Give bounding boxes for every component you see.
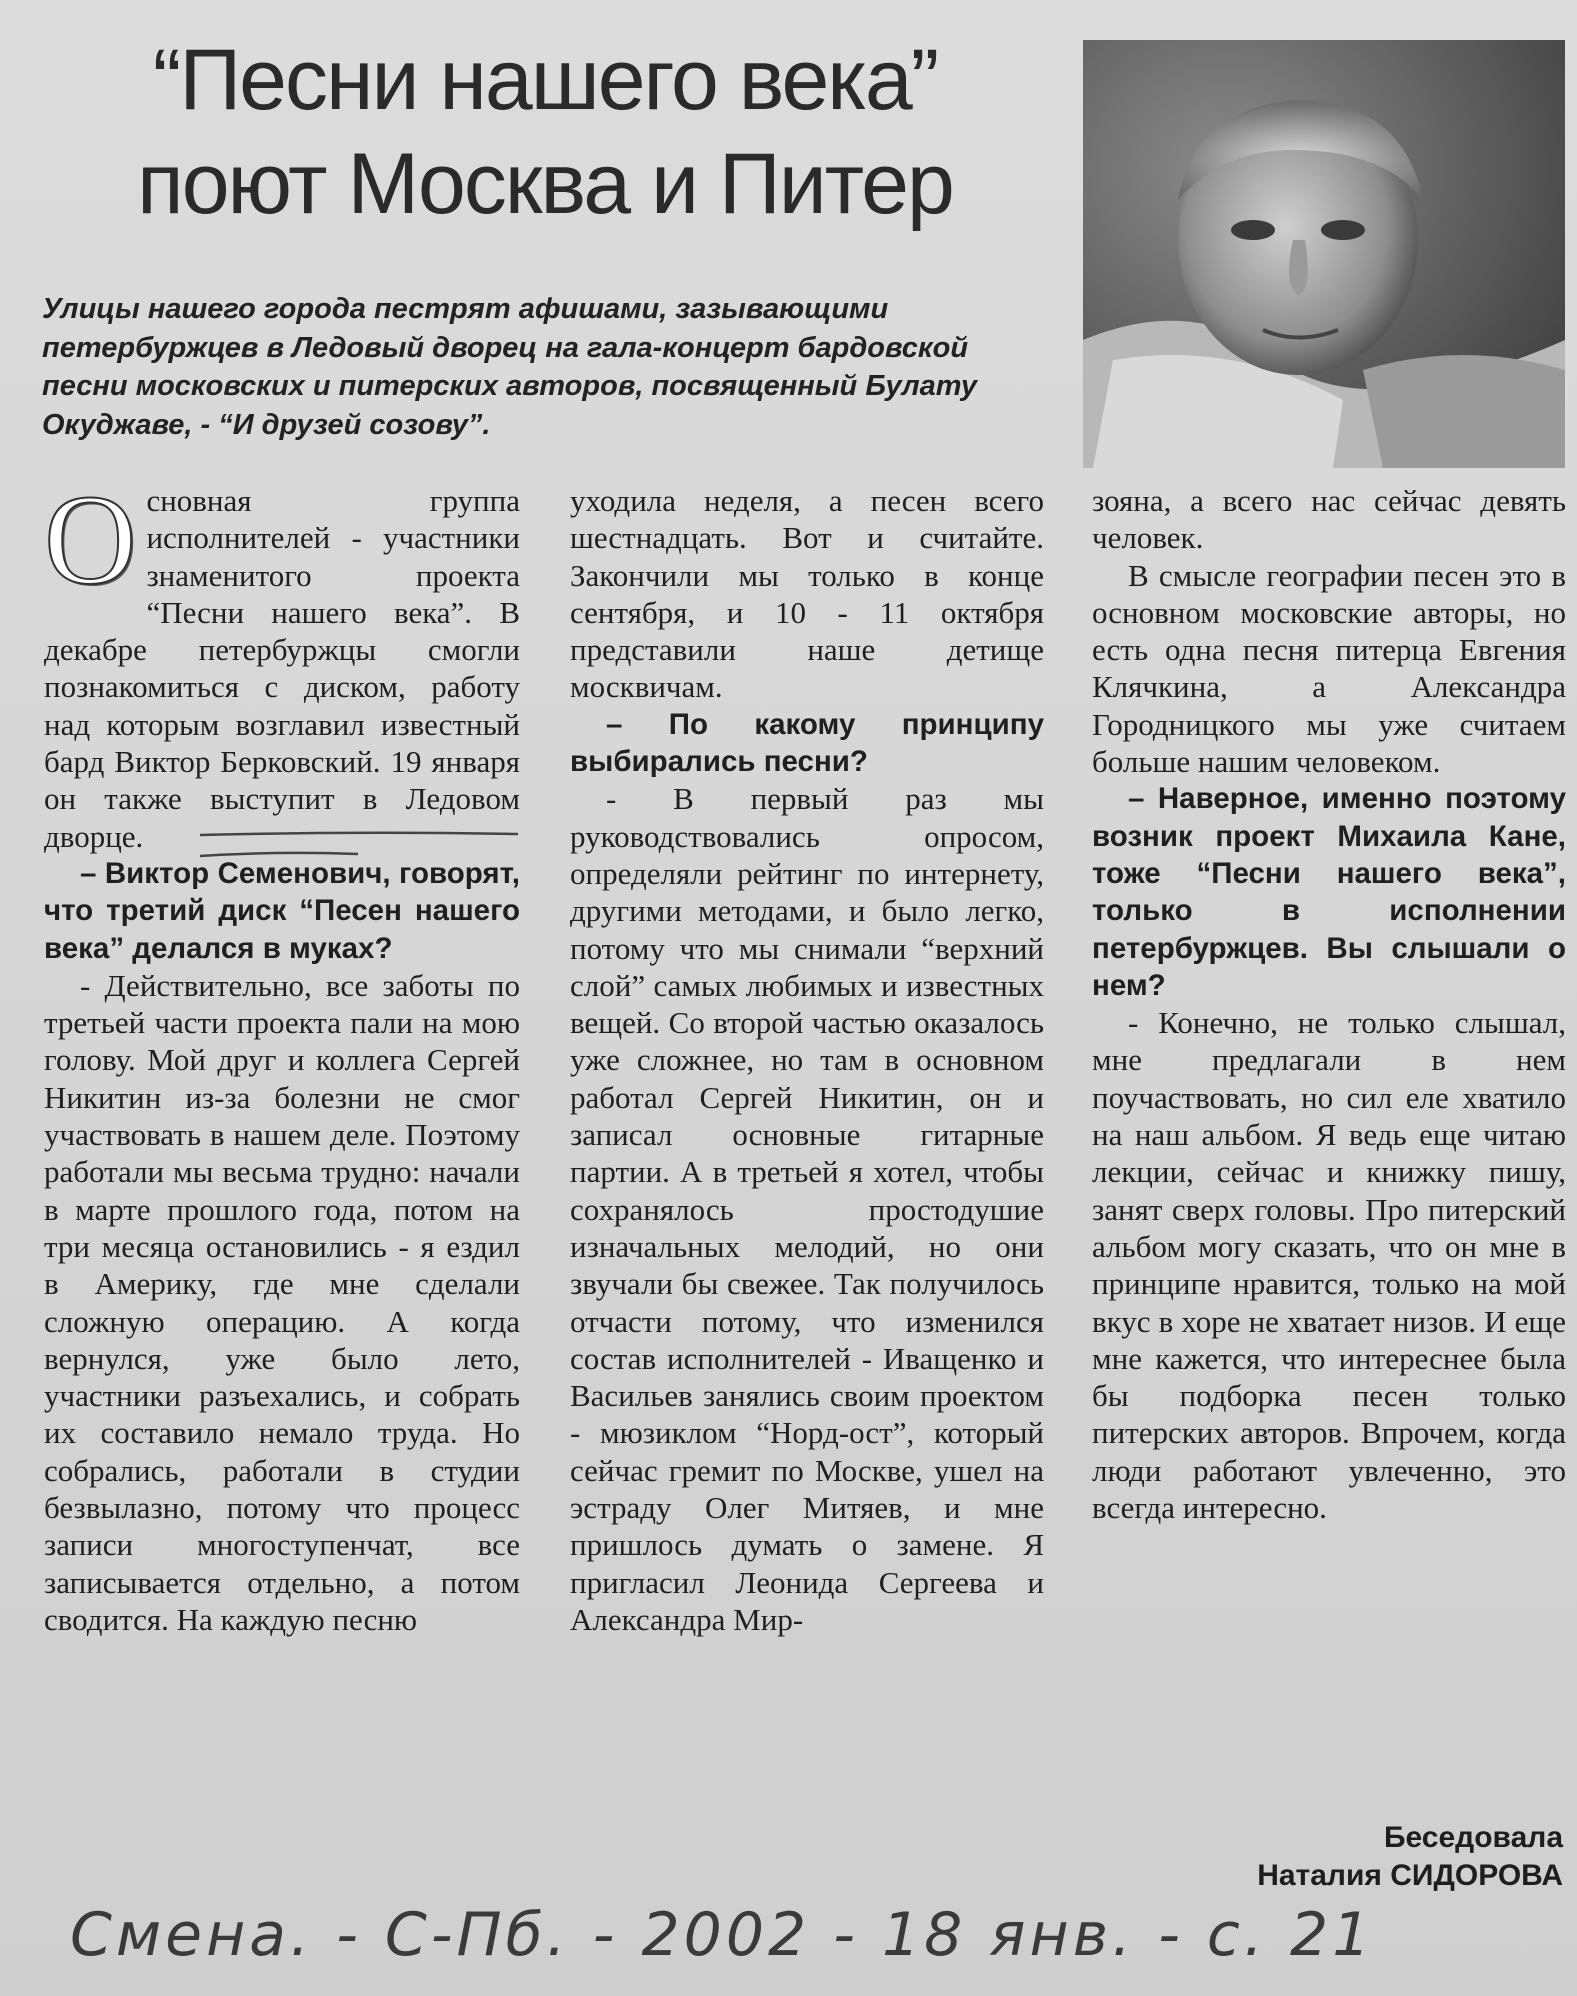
headline-line-1: “Песни нашего века”: [152, 32, 938, 128]
interview-question-3: – Наверное, именно поэтому возник проект Михаила Кане, тоже “Песни нашего века”, только в исполнении петербуржцев. Вы слышали о нем?: [1092, 782, 1566, 1002]
byline-author: Наталия СИДОРОВА: [1257, 1859, 1563, 1892]
lead-paragraph: Улицы нашего города пестрят афишами, зазывающими петербуржцев в Ледовый дворец на гала-концерт бардовской песни московских и питерских авторов, посвященный Булату Окуджаве, - “И друзей созову”.: [42, 293, 977, 441]
column-3: [1092, 482, 1566, 1526]
portrait-photo-image: [1083, 40, 1565, 468]
column-2-paragraph-2: - В первый раз мы руководствовались опросом, определяли рейтинг по интернету, другими методами, и было легко, потому что мы снимали “верхний слой” самых любимых и известных вещей. Со второй частью оказалось уже сложнее, но там в основном работал Сергей Никитин, он и записал основные гитарные партии. А в третьей я хотел, чтобы сохранялось простодушие изначальных мелодий, но они звучали бы свежее. Так получилось отчасти потому, что изменился состав исполнителей - Иващенко и Васильев занялись своим проектом - мюзиклом “Норд-ост”, который сейчас гремит по Москве, ушел на эстраду Олег Митяев, и мне пришлось думать о замене. Я пригласил Леонида Сергеева и Александра Мир-: [570, 781, 1044, 1637]
column-2-paragraph-1: уходила неделя, а песен всего шестнадцать. Вот и считайте. Закончили мы только в конце сентября, и 10 - 11 октября представили наше детище москвичам.: [570, 483, 1044, 705]
byline-line-1: Беседовала: [1383, 1821, 1563, 1854]
column-1-paragraph-1: Основная группа исполнителей - участники знаменитого проекта “Песни нашего века”. В декабре петербуржцы смогли познакомиться с диском, работу над которым возглавил известный бард Виктор Берковский. 19 января он также выступит в Ледовом дворце.: [44, 469, 520, 854]
column-3-paragraph-2: В смысле географии песен это в основном московские авторы, но есть одна песня питерца Евгения Клячкина, а Александра Городницкого мы уже считаем больше нашим человеком.: [1092, 557, 1566, 780]
headline: [95, 28, 995, 236]
column-1: [44, 469, 520, 1638]
column-3-paragraph-1: зояна, а всего нас сейчас девять человек.: [1092, 483, 1566, 556]
column-2: [570, 482, 1044, 1638]
column-3-paragraph-3: - Конечно, не только слышал, мне предлагали в нем поучаствовать, но сил еле хватило на наш альбом. Я ведь еще читаю лекции, сейчас и книжку пишу, занят сверх головы. Про питерский альбом могу сказать, что он мне в принципе нравится, только на мой вкус в хоре не хватает низов. И еще мне кажется, что интереснее была бы подборка песен только питерских авторов. Впрочем, когда люди работают увлеченно, это всегда интересно.: [1092, 1005, 1566, 1526]
byline: [1257, 1819, 1563, 1895]
interview-question-2: – По какому принципу выбирались песни?: [570, 707, 1044, 779]
headline-line-2: поют Москва и Питер: [137, 136, 953, 232]
drop-cap: О: [44, 469, 137, 611]
column-1-paragraph-2: - Действительно, все заботы по третьей части проекта пали на мою голову. Мой друг и коллега Сергей Никитин из-за болезни не смог участвовать в нашем деле. Поэтому работали мы весьма трудно: начали в марте прошлого года, потом на три месяца остановились - я ездил в Америку, где мне сделали сложную операцию. А когда вернулся, уже было лето, участники разъехались, и собрать их составило немало труда. Но собрались, работали в студии безвылазно, потому что процесс записи многоступенчат, все записывается отдельно, а потом сводится. На каждую песню: [44, 967, 520, 1637]
interview-question-1: – Виктор Семенович, говорят, что третий диск “Песен нашего века” делался в муках?: [44, 856, 520, 965]
portrait-photo: [1083, 40, 1565, 468]
handwritten-source-note: Смена. - С-Пб. - 2002 - 18 янв. - с. 21: [70, 1900, 1375, 1970]
